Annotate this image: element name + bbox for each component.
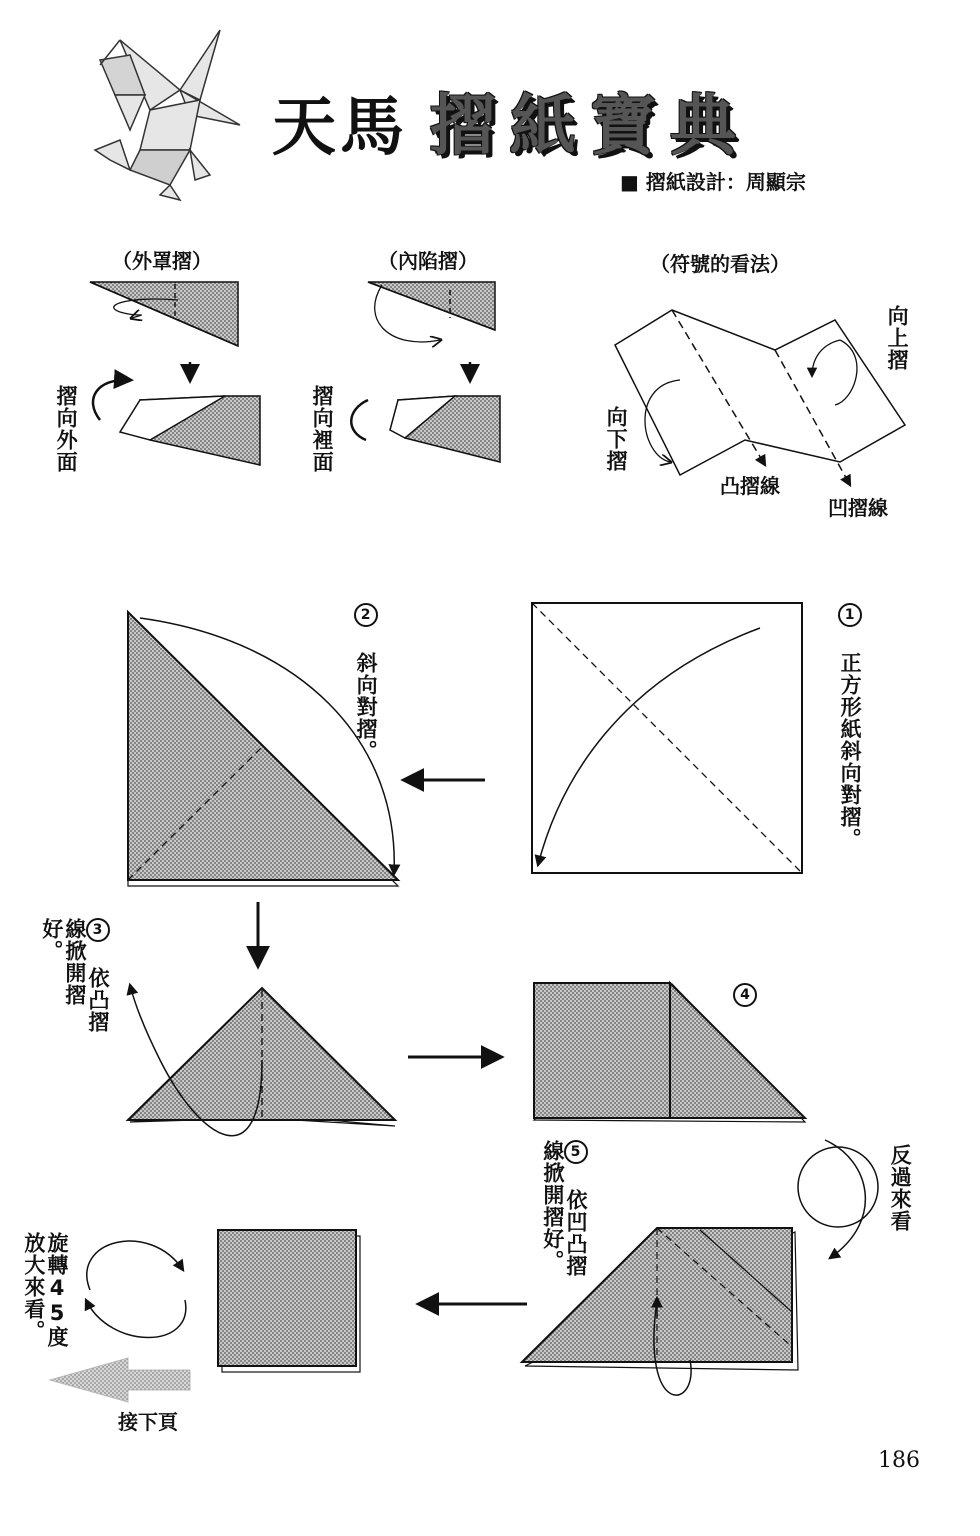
next-page-note: 接下頁 — [118, 1410, 178, 1434]
outer-fold-note: 摺向外面 — [54, 385, 79, 473]
inner-fold-caption: （內陷摺） — [378, 249, 478, 273]
step-5-label — [528, 1140, 588, 1290]
designer-credit: ■ 摺紙設計：周顯宗 — [620, 170, 806, 194]
inner-fold-diagram — [351, 282, 500, 462]
rotate-note: 旋轉45度放大來看。 — [21, 1232, 69, 1348]
pegasus-logo — [95, 30, 240, 200]
valley-line-label: 凹摺線 — [828, 496, 888, 520]
step-1-number: 1 — [838, 603, 862, 627]
symbols-caption: （符號的看法） — [650, 252, 790, 276]
step-1-text: 正方形紙斜向對摺。 — [838, 652, 863, 850]
step-4-label — [733, 983, 757, 1007]
step-3-text: 依凸摺線掀開摺好。 — [39, 918, 110, 1033]
fold-up-label: 向上摺 — [885, 305, 910, 371]
step-4-number: 4 — [733, 983, 757, 1007]
step-2-label — [354, 603, 378, 762]
symbols-diagram — [615, 310, 905, 485]
flip-over-arrow — [798, 1140, 878, 1258]
outer-fold-diagram — [90, 282, 260, 465]
step-3-diagram — [128, 985, 395, 1136]
inner-fold-note: 摺向裡面 — [310, 385, 335, 473]
next-page-arrow — [50, 1358, 190, 1402]
mountain-line-label: 凸摺線 — [720, 474, 780, 498]
page-number: 186 — [878, 1448, 920, 1473]
step-2-text: 斜向對摺。 — [354, 652, 379, 762]
outer-fold-caption: （外罩摺） — [112, 249, 212, 273]
step-1-label — [838, 603, 862, 850]
fold-down-label: 向下摺 — [604, 406, 629, 472]
title-subject: 天馬 — [272, 91, 408, 165]
flip-over-note: 反過來看 — [888, 1144, 913, 1232]
step-4-diagram — [534, 983, 805, 1122]
step-6-diagram — [218, 1230, 360, 1372]
step-3-number: 3 — [86, 918, 110, 942]
step-2-number: 2 — [354, 603, 378, 627]
title-book: 摺紙寶典 — [430, 87, 750, 164]
step-3-label — [39, 918, 110, 1038]
step-5-text: 依凹凸摺線掀開摺好。 — [540, 1140, 588, 1277]
rotate-arrow — [86, 1241, 186, 1337]
step-1-diagram — [532, 603, 802, 873]
step-5-number: 5 — [564, 1140, 588, 1164]
